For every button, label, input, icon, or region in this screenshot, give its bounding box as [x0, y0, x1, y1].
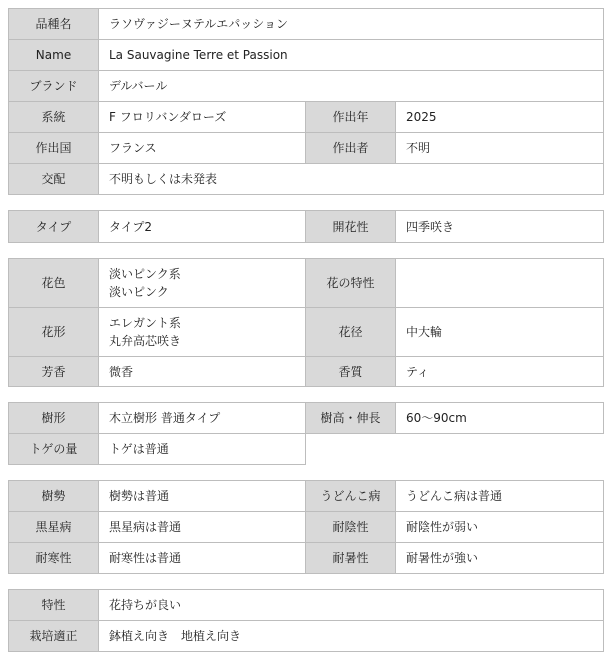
flower-form-value	[99, 308, 306, 357]
mildew-label: うどんこ病	[306, 481, 396, 512]
shade-tolerance-value: 耐陰性が弱い	[396, 512, 604, 543]
flower-form-line-1: エレガント系	[109, 316, 182, 330]
cultivation-label: 栽培適正	[9, 621, 99, 652]
cultivation-row	[9, 621, 604, 652]
year-label: 作出年	[306, 102, 396, 133]
fragrance-label: 芳香	[9, 357, 99, 387]
breeder-value: 不明	[396, 133, 604, 164]
plant-table	[8, 402, 604, 465]
flower-color-label: 花色	[9, 259, 99, 308]
shade-tolerance-label: 耐陰性	[306, 512, 396, 543]
country-value: フランス	[99, 133, 306, 164]
brand-row	[9, 71, 604, 102]
brand-label: ブランド	[9, 71, 99, 102]
feature-row	[9, 590, 604, 621]
brand-value: デルバール	[99, 71, 604, 102]
flower-color-line-2: 淡いピンク	[109, 285, 169, 299]
cultivation-value: 鉢植え向き 地植え向き	[99, 621, 604, 652]
flower-diameter-value: 中大輪	[396, 308, 604, 357]
type-value: タイプ2	[99, 211, 306, 243]
lineage-value: F フロリバンダローズ	[99, 102, 306, 133]
basic-info-table	[8, 8, 604, 195]
rose-spec-sheet	[8, 8, 603, 667]
lineage-row	[9, 102, 604, 133]
thorns-row	[9, 434, 604, 465]
type-label: タイプ	[9, 211, 99, 243]
feature-value: 花持ちが良い	[99, 590, 604, 621]
plant-height-label: 樹高・伸長	[306, 403, 396, 434]
other-table	[8, 589, 604, 652]
flower-form-label: 花形	[9, 308, 99, 357]
country-label: 作出国	[9, 133, 99, 164]
type-row	[9, 211, 604, 243]
name-label: Name	[9, 40, 99, 71]
name-value: La Sauvagine Terre et Passion	[99, 40, 604, 71]
scent-type-label: 香質	[306, 357, 396, 387]
flower-color-row	[9, 259, 604, 308]
flower-diameter-label: 花径	[306, 308, 396, 357]
year-value: 2025	[396, 102, 604, 133]
vigor-value: 樹勢は普通	[99, 481, 306, 512]
feature-label: 特性	[9, 590, 99, 621]
heat-tolerance-label: 耐暑性	[306, 543, 396, 574]
cold-row	[9, 543, 604, 574]
cross-value: 不明もしくは未発表	[99, 164, 604, 195]
heat-tolerance-value: 耐暑性が強い	[396, 543, 604, 574]
plant-shape-row	[9, 403, 604, 434]
flower-form-row	[9, 308, 604, 357]
bloom-value: 四季咲き	[396, 211, 604, 243]
lineage-label: 系統	[9, 102, 99, 133]
bloom-label: 開花性	[306, 211, 396, 243]
cross-label: 交配	[9, 164, 99, 195]
plant-shape-value: 木立樹形 普通タイプ	[99, 403, 306, 434]
scent-type-value: ティ	[396, 357, 604, 387]
mildew-value: うどんこ病は普通	[396, 481, 604, 512]
breeder-label: 作出者	[306, 133, 396, 164]
vigor-row	[9, 481, 604, 512]
type-table	[8, 210, 604, 243]
flower-traits-label: 花の特性	[306, 259, 396, 308]
origin-row	[9, 133, 604, 164]
blackspot-value: 黒星病は普通	[99, 512, 306, 543]
flower-table	[8, 258, 604, 387]
flower-form-line-2: 丸弁高芯咲き	[109, 334, 182, 348]
plant-shape-label: 樹形	[9, 403, 99, 434]
cold-tolerance-value: 耐寒性は普通	[99, 543, 306, 574]
flower-color-value	[99, 259, 306, 308]
plant-height-value: 60〜90cm	[396, 403, 604, 434]
flower-traits-value	[396, 259, 604, 308]
thorns-value: トゲは普通	[99, 434, 306, 465]
fragrance-row	[9, 357, 604, 387]
health-table	[8, 480, 604, 574]
name-row	[9, 40, 604, 71]
fragrance-value: 微香	[99, 357, 306, 387]
variety-label: 品種名	[9, 9, 99, 40]
variety-row	[9, 9, 604, 40]
cold-tolerance-label: 耐寒性	[9, 543, 99, 574]
variety-value: ラソヴァジーヌテルエパッション	[99, 9, 604, 40]
blackspot-row	[9, 512, 604, 543]
thorns-label: トゲの量	[9, 434, 99, 465]
cross-row	[9, 164, 604, 195]
vigor-label: 樹勢	[9, 481, 99, 512]
flower-color-line-1: 淡いピンク系	[109, 267, 181, 281]
blackspot-label: 黒星病	[9, 512, 99, 543]
